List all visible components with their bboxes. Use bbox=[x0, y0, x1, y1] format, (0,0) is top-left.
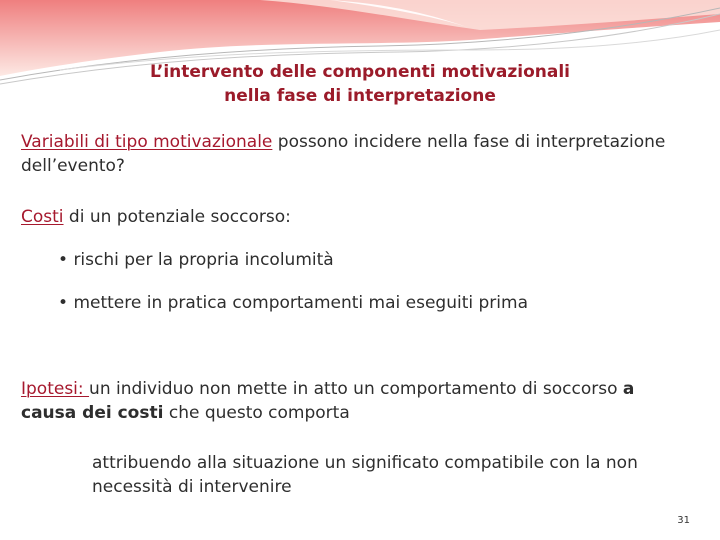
paragraph-attribution: attribuendo alla situazione un significato compatibile con la non necessità di intervenire bbox=[92, 453, 638, 497]
bullet-text: mettere in pratica comportamenti mai eseguiti prima bbox=[73, 293, 528, 313]
paragraph-question bbox=[21, 130, 691, 178]
bullet-item bbox=[58, 291, 678, 315]
paragraph-hypothesis-text-a: un individuo non mette in atto un comportamento di soccorso bbox=[89, 379, 623, 399]
paragraph-hypothesis-bold: a causa dei costi bbox=[21, 379, 635, 423]
bullet-symbol: • bbox=[58, 250, 69, 270]
paragraph-costs bbox=[21, 205, 691, 229]
paragraph-hypothesis-text-b: che questo comporta bbox=[163, 403, 350, 423]
slide-title-line2: nella fase di interpretazione bbox=[224, 86, 496, 106]
highlight-motivational-variables: Variabili di tipo motivazionale bbox=[21, 132, 273, 152]
paragraph-question-text: possono incidere nella fase di interpretazione dell’evento? bbox=[21, 132, 666, 176]
bullet-item bbox=[58, 248, 678, 272]
bullet-text: rischi per la propria incolumità bbox=[73, 250, 334, 270]
highlight-hypothesis: Ipotesi: bbox=[21, 379, 90, 399]
bullet-symbol: • bbox=[58, 293, 69, 313]
slide-title-line1: L’intervento delle componenti motivazionali bbox=[149, 62, 571, 82]
paragraph-costs-text: di un potenziale soccorso: bbox=[63, 207, 291, 227]
page-number: 31 bbox=[677, 515, 690, 526]
slide-title bbox=[60, 60, 660, 108]
paragraph-hypothesis bbox=[21, 377, 691, 425]
highlight-costs: Costi bbox=[21, 207, 64, 227]
